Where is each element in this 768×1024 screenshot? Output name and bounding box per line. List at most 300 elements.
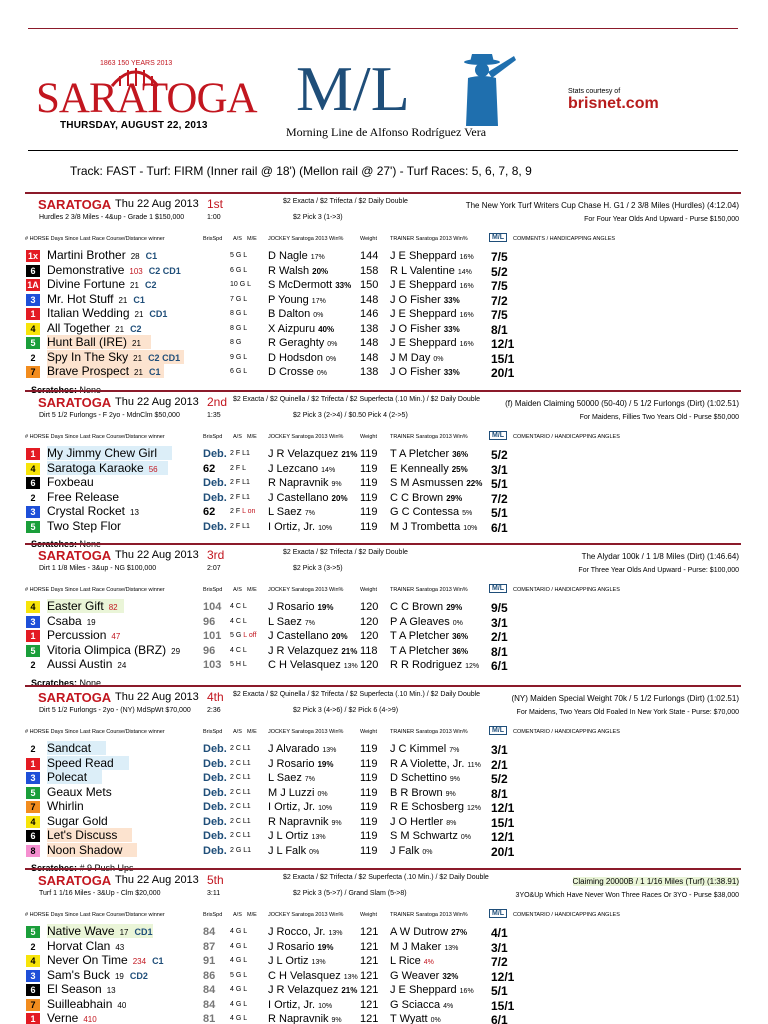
entry-row[interactable] [25,364,741,380]
race-card [25,868,741,1024]
horse-entry[interactable] [47,785,123,799]
jockey-win-pct: 0% [317,790,328,798]
post-time: 2:36 [207,707,221,714]
age-sex: 4 G [230,1000,242,1008]
jockey [268,816,342,828]
horse-entry[interactable] [47,968,148,982]
jockey-win-pct: 21% [341,646,358,656]
medication: L [242,603,247,610]
horse-name[interactable]: Horvat Clan [47,938,111,953]
weight: 121 [360,969,379,982]
trainer-win-pct: 16% [459,312,474,319]
scratches-label: Scratches: [31,863,80,873]
trainer-win-pct: 22% [466,479,483,488]
weight: 119 [360,844,378,857]
race-summary: Dirt 1 1/8 Miles - 3&up - NG $100,000 [39,565,157,572]
age-sex-meds [230,943,247,950]
horse-entry[interactable] [47,248,157,262]
bris-speed: Deb. [203,815,227,828]
horse-name[interactable]: Demonstrative [47,262,125,277]
age-sex: 4 G [230,986,242,993]
bris-speed: 91 [203,955,216,967]
ml-logo [286,53,530,140]
horse-entry[interactable] [47,939,130,953]
race-header [25,868,741,923]
weight: 138 [360,366,379,378]
horse-entry[interactable] [47,741,106,755]
trainer-win-pct: 27% [451,928,468,937]
age-sex-meds [230,603,247,610]
jockey-name: R Geraghty [268,337,325,349]
bris-speed: Deb. [203,844,227,857]
weight: 118 [360,644,378,657]
post-position-badge: 4 [26,816,40,828]
trainer [390,616,463,628]
horse-entry[interactable] [47,292,145,306]
col-horse: # HORSE Days Since Last Race Course/Distance winner [25,729,165,735]
weight: 138 [360,322,379,335]
horse-entry[interactable] [47,982,122,996]
post-time: 1:00 [207,214,221,221]
trainer [390,250,474,262]
morning-line-odds: 3/1 [491,743,508,757]
jockey-win-pct: 0% [327,341,338,348]
col-comments: COMMENTS / HANDICAPPING ANGLES [513,236,616,242]
horse-name[interactable]: My Jimmy Chew Girl [47,446,157,460]
jockey-name: J L Falk [268,844,307,857]
trainer-name: R L Valentine [390,264,455,277]
trainer-win-pct: 4% [443,1002,454,1010]
medication: L [243,295,248,303]
age-sex: 2 C [230,745,241,752]
horse-name[interactable]: Geaux Mets [47,784,112,799]
col-comments: COMENTARIO / HANDICAPPING ANGLES [513,587,620,593]
jockey-win-pct: 19% [317,759,334,769]
trainer [390,601,462,613]
trainer-win-pct: 14% [457,268,472,276]
trainer [390,926,467,938]
bris-speed: 101 [203,630,222,642]
horse-name[interactable]: Sugar Gold [47,813,108,828]
post-position-badge: 2 [26,743,40,755]
days-since-last-race: 21 [115,324,125,334]
jockey [268,955,326,967]
age-sex-meds [230,508,255,515]
post-position-badge: 3 [26,970,40,982]
col-trainer: TRAINER Saratoga 2013 Win% [390,587,468,593]
age-sex: 5 G [230,252,242,259]
horse-name[interactable]: Verne [47,1011,79,1024]
days-since-last-race: 13 [106,986,116,995]
jockey-name: L Saez [268,506,302,518]
jockey-win-pct: 20% [331,632,348,641]
trainer-win-pct: 29% [446,603,463,612]
trainer [390,772,460,784]
age-sex-meds [230,745,251,752]
trainer-name: C C Brown [390,491,444,504]
morning-line-odds: 9/5 [491,601,508,615]
morning-line-odds: 5/1 [491,984,508,998]
jockey-win-pct: 0% [313,312,324,319]
weight: 121 [360,955,379,967]
race-summary: Hurdles 2 3/8 Miles - 4&up - Grade 1 $150,000 [39,214,185,221]
horse-name[interactable]: Aussi Austin [47,657,113,671]
medication: L1 [242,788,251,796]
age-sex-meds [230,832,251,839]
horse-entry[interactable] [47,461,168,475]
weight: 119 [360,462,378,475]
medication: L [243,310,248,317]
race-wagers-2: $2 Pick 3 (3->5) [293,565,343,572]
jockey-name: R Napravnik [268,815,329,828]
jockey-name: C H Velasquez [268,659,341,671]
race-header [25,192,741,247]
jockey-win-pct: 19% [317,942,334,952]
horse-entry[interactable] [47,628,126,642]
jockey-name: J Rosario [268,757,315,770]
col-brisspd: BrisSpd [203,912,223,918]
entry-row[interactable] [25,519,741,535]
horse-name[interactable]: Divine Fortune [47,277,126,291]
col-as: A/S [233,434,242,440]
morning-line-odds: 7/5 [491,279,508,293]
horse-name[interactable]: Never On Time [47,953,128,967]
jockey [268,845,319,857]
race-card [25,543,741,688]
age-sex-meds [230,296,247,303]
morning-line-odds: 20/1 [491,844,515,859]
horse-name[interactable]: Two Step Flor [47,518,122,533]
weight: 119 [360,491,378,504]
bris-speed: 96 [203,615,216,628]
trainer-name: J E Sheppard [390,984,457,996]
days-since-last-race: 43 [115,942,125,952]
horse-entry[interactable] [47,306,167,320]
jockey-win-pct: 7% [304,776,315,783]
bris-speed: 84 [203,926,216,938]
col-trainer: TRAINER Saratoga 2013 Win% [390,912,468,918]
jockey [268,772,315,784]
bris-speed: 96 [203,644,216,657]
post-position-badge: 6 [26,477,40,489]
morning-line-odds: 5/1 [491,506,508,520]
horse-name[interactable]: Csaba [47,613,82,628]
horse-name[interactable]: Saratoga Karaoke [47,460,144,475]
jockey [268,984,357,996]
post-position-badge: 1 [26,308,40,320]
col-ml: M/L [489,431,507,440]
race-wagers: $2 Exacta / $2 Quinella / $2 Trifecta / $2 Superfecta (.10 Min.) / $2 Daily Double [233,691,481,698]
horse-name[interactable]: Polecat [47,770,88,784]
horse-name[interactable]: All Together [47,320,111,335]
trainer [390,279,474,291]
horse-entry[interactable] [47,364,164,378]
trainer-name: J O Fisher [390,293,441,306]
horse-name[interactable]: Spy In The Sky [47,349,129,364]
medication: L1 [242,522,250,530]
horse-name[interactable]: Vitoria Olimpica (BRZ) [47,642,167,657]
bris-speed: Deb. [203,830,227,842]
race-track: SARATOGA [38,197,112,212]
horse-name[interactable]: Suilleabhain [47,996,113,1011]
age-sex: 2 F [230,522,241,530]
morning-line-odds: 15/1 [491,815,515,830]
trainer-win-pct: 13% [444,944,459,952]
entry-row[interactable] [25,1011,741,1024]
horse-name[interactable]: Italian Wedding [47,306,130,320]
jockey-win-pct: 20% [331,493,348,503]
jockey-name: D Nagle [268,250,308,262]
jockey-name: I Ortiz, Jr. [268,801,316,813]
morning-line-odds: 5/1 [491,477,508,491]
post-position-badge: 5 [26,337,40,349]
bris-speed: 62 [203,462,216,475]
jockey-name: J L Ortiz [268,830,309,842]
bris-speed: 62 [203,506,216,518]
jockey-name: X Aizpuru [268,322,316,335]
trainer-win-pct: 29% [446,493,463,503]
horse-entry[interactable] [47,1011,103,1024]
col-ml: M/L [489,909,507,918]
post-position-badge: 4 [26,955,40,967]
jockey [268,323,334,335]
horse-entry[interactable] [47,490,130,504]
medication: L1 [242,832,251,839]
trainer-win-pct: 36% [452,646,469,656]
col-comments: COMENTARIO / HANDICAPPING ANGLES [513,912,620,918]
horse-entry[interactable] [47,350,184,364]
horse-name[interactable]: Percussion [47,628,107,642]
horse-entry[interactable] [47,828,132,842]
horse-name[interactable]: Sandcat [47,741,92,755]
col-me: M/E [247,587,257,593]
medication: L [242,617,247,625]
age-sex: 7 G [230,295,242,303]
horse-name[interactable]: Sam's Buck [47,967,110,982]
entry-row[interactable] [25,657,741,673]
horse-entry[interactable] [47,335,151,349]
jockey-name: S McDermott [268,279,333,291]
age-sex-meds [230,325,247,332]
jockey-win-pct: 7% [304,619,315,627]
trainer [390,970,458,982]
horse-name[interactable]: Free Release [47,489,120,504]
age-sex: 2 C [230,788,241,796]
morning-line-odds: 12/1 [491,969,515,984]
jockey-win-pct: 20% [312,266,329,276]
horse-name[interactable]: Whirlin [47,799,84,813]
days-since-last-race: 82 [108,603,118,612]
horse-entry[interactable] [47,924,153,938]
morning-line-odds: 3/1 [491,462,508,477]
trainer-win-pct: 36% [452,632,469,641]
race-wagers-2: $2 Pick 3 (2->4) / $0.50 Pick 4 (2->5) [293,412,408,419]
race-wagers: $2 Exacta / $2 Trifecta / $2 Superfecta (.10 Min.) / $2 Daily Double [283,874,489,881]
horse-entry[interactable] [47,277,156,291]
morning-line-odds: 5/2 [491,448,508,462]
trainer-name: T Wyatt [390,1013,428,1024]
horse-entry[interactable] [47,321,142,335]
horse-entry[interactable] [47,799,95,813]
trainer-name: E Kenneally [390,462,449,475]
age-sex-meds [230,803,251,810]
col-horse: # HORSE Days Since Last Race Course/Distance winner [25,434,165,440]
age-sex: 6 G [230,368,242,375]
jockey-win-pct: 13% [328,930,343,937]
age-sex-meds [230,774,251,781]
horse-entry[interactable] [47,756,129,770]
col-weight: Weight [360,912,378,918]
bris-speed: Deb. [203,520,227,533]
course-distance-winner: C2 [130,323,142,334]
horse-entry[interactable] [47,263,181,277]
scratches-value: None [79,384,102,395]
col-as: A/S [233,912,242,918]
post-position-badge: 3 [26,772,40,784]
horse-entry[interactable] [47,599,124,613]
post-position-badge: 3 [26,616,40,628]
days-since-last-race: 21 [130,281,139,290]
col-weight: Weight [360,236,378,242]
medication: L [243,1015,248,1022]
jockey-win-pct: 17% [310,254,325,261]
days-since-last-race: 234 [132,957,147,966]
weight: 120 [360,601,379,613]
horse-entry[interactable] [47,446,172,460]
horse-name[interactable]: Noon Shadow [47,842,123,857]
jockey [268,492,348,504]
weight: 119 [360,448,378,460]
morning-line-odds: 8/1 [491,322,508,337]
col-horse: # HORSE Days Since Last Race Course/Distance winner [25,236,165,242]
trainer [390,955,434,967]
bris-speed: Deb. [203,757,227,770]
weight: 119 [360,506,378,518]
col-ml: M/L [489,584,507,593]
days-since-last-race: 21 [133,353,143,363]
post-position-badge: 4 [26,323,40,335]
col-as: A/S [233,587,242,593]
horse-entry[interactable] [47,770,102,784]
bris-speed: Deb. [203,772,227,784]
trainer [390,630,468,642]
age-sex: 2 F [230,508,241,515]
bris-speed: 87 [203,940,216,953]
trainer-name: M J Trombetta [390,520,461,533]
age-sex-meds [230,281,251,288]
medication: L [243,252,248,259]
trainer [390,506,472,518]
post-position-badge: 8 [26,845,40,857]
horse-entry[interactable] [47,657,132,671]
jockey-win-pct: 21% [341,986,358,995]
horse-name[interactable]: Crystal Rocket [47,504,126,518]
trainer-name: A W Dutrow [390,926,449,938]
age-sex: 4 G [230,942,242,950]
age-sex: 4 C [230,646,241,654]
days-since-last-race: 17 [119,928,129,937]
trainer [390,984,474,996]
scratches-label: Scratches: [31,539,80,549]
jockey-win-pct: 7% [304,510,315,517]
horse-name[interactable]: Speed Read [47,755,114,770]
post-position-badge: 3 [26,294,40,306]
weight: 119 [360,520,378,533]
jockey [268,308,323,320]
horse-name[interactable]: Hunt Ball (IRE) [47,335,128,349]
top-rule [28,28,738,29]
horse-name[interactable]: El Season [47,982,102,996]
scratches-value: None [79,677,102,688]
horse-name[interactable]: Let's Discuss [47,828,118,842]
trainer [390,323,460,335]
medication: L [243,928,248,935]
column-header [25,234,741,246]
age-sex-meds [230,1001,247,1008]
age-sex: 2 F [230,450,241,457]
trainer-win-pct: 33% [443,295,460,305]
horse-name[interactable]: Foxbeau [47,475,94,489]
horse-name[interactable]: Easter Gift [47,599,104,613]
col-brisspd: BrisSpd [203,434,223,440]
trainer-name: M J Maker [390,940,442,953]
trainer [390,645,468,657]
horse-entry[interactable] [47,843,137,857]
horse-entry[interactable] [47,519,132,533]
entry-row[interactable] [25,843,741,859]
horse-entry[interactable] [47,504,145,518]
age-sex: 9 G [230,353,242,361]
trainer [390,845,432,857]
trainer [390,659,479,671]
horse-name[interactable]: Martini Brother [47,248,126,262]
age-sex: 4 G [230,957,242,964]
col-brisspd: BrisSpd [203,236,223,242]
post-position-badge: 6 [26,830,40,842]
horse-entry[interactable] [47,643,186,657]
race-card [25,685,741,873]
morning-line-odds: 5/2 [491,772,508,786]
age-sex-meds [230,957,247,964]
scratches-value: None [79,539,102,549]
post-position-badge: 1 [26,758,40,770]
horse-entry[interactable] [47,997,132,1011]
jockey-win-pct: 10% [318,805,333,812]
jockey [268,999,332,1011]
weight: 119 [360,477,378,489]
horse-entry[interactable] [47,614,102,628]
race-wagers-2: $2 Pick 3 (5->7) / Grand Slam (5->8) [293,890,407,897]
race-conditions: (NY) Maiden Special Weight 70k / 5 1/2 Furlongs (Dirt) (1:02.51) [511,694,739,703]
trainer [390,366,460,378]
horse-entry[interactable] [47,953,164,967]
horse-name[interactable]: Native Wave [47,924,115,938]
age-sex: 2 C [230,774,241,781]
horse-name[interactable]: Mr. Hot Stuff [47,291,114,306]
jockey-win-pct: 13% [322,747,337,754]
jockey [268,830,326,842]
age-sex-meds [230,972,247,979]
horse-name[interactable]: Brave Prospect [47,364,130,378]
horse-entry[interactable] [47,814,119,828]
trainer-win-pct: 7% [449,747,460,754]
col-me: M/E [247,236,257,242]
jockey-win-pct: 21% [341,450,358,459]
stats-brand: brisnet.com [568,95,659,112]
jockey [268,758,333,770]
horse-entry[interactable] [47,475,105,489]
trainer-name: T A Pletcher [390,448,450,460]
